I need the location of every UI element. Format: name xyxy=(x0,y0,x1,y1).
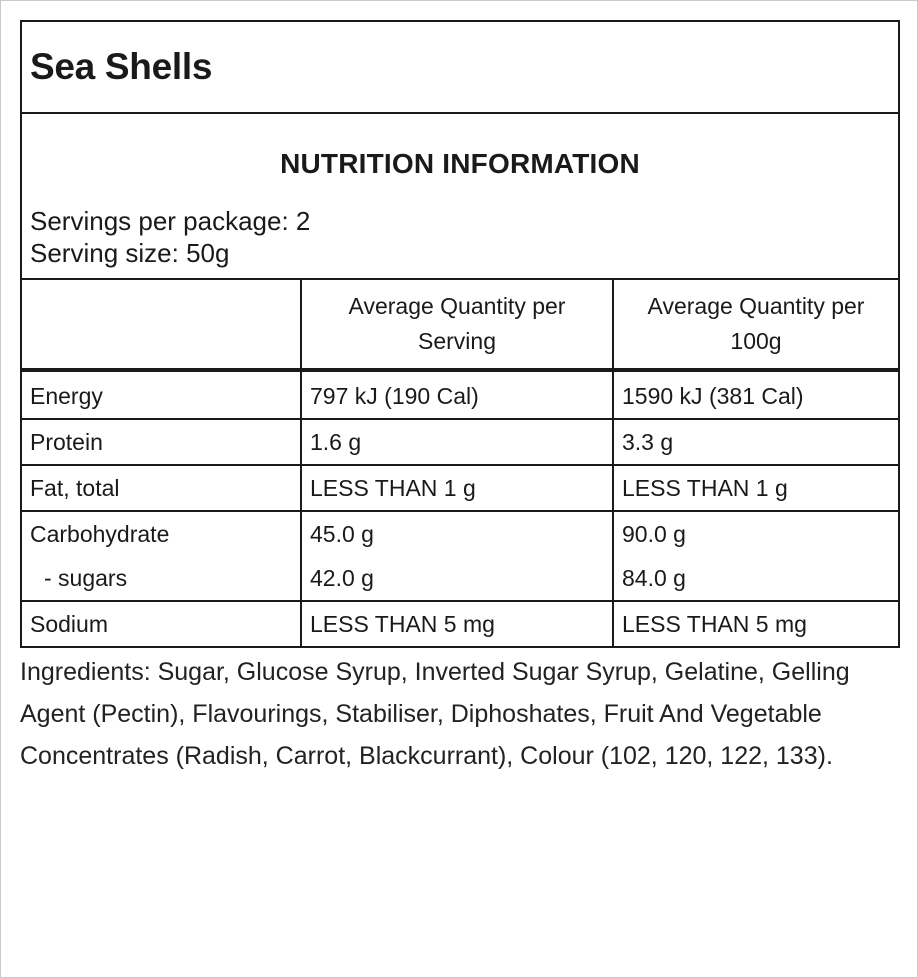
energy-per-100g: 1590 kJ (381 Cal) xyxy=(613,370,898,419)
fat-per-100g: LESS THAN 1 g xyxy=(613,465,898,511)
serving-info-box xyxy=(22,114,898,280)
row-label-carbohydrate-group xyxy=(22,511,301,601)
fat-per-serving: LESS THAN 1 g xyxy=(301,465,613,511)
nutrition-table xyxy=(22,280,898,646)
table-row xyxy=(22,601,898,646)
protein-per-100g: 3.3 g xyxy=(613,419,898,465)
row-label-sugars: - sugars xyxy=(44,565,128,591)
carbohydrate-per-100g: 90.0 g xyxy=(622,521,686,547)
panel-heading: NUTRITION INFORMATION xyxy=(280,148,640,179)
row-label-protein: Protein xyxy=(22,419,301,465)
header-per-100g: Average Quantity per 100g xyxy=(613,280,898,370)
carbohydrate-per-serving: 45.0 g xyxy=(310,521,374,547)
sodium-per-serving: LESS THAN 5 mg xyxy=(301,601,613,646)
sugars-per-serving: 42.0 g xyxy=(310,565,374,591)
ingredients-text: Ingredients: Sugar, Glucose Syrup, Inverted Sugar Syrup, Gelatine, Gelling Agent (Pectin), Flavourings, Stabiliser, Diphoshates, Fruit And Vegetable Concentrates (Radish, Carrot, Blackcurrant), Colour (102, 120, 122, 133). xyxy=(20,658,850,770)
nutrition-panel xyxy=(20,20,900,648)
table-header-row xyxy=(22,280,898,370)
table-row xyxy=(22,465,898,511)
row-label-energy: Energy xyxy=(22,370,301,419)
carbohydrate-per-serving-group xyxy=(301,511,613,601)
protein-per-serving: 1.6 g xyxy=(301,419,613,465)
table-row xyxy=(22,370,898,419)
row-label-fat: Fat, total xyxy=(22,465,301,511)
title-box xyxy=(22,22,898,114)
header-per-serving: Average Quantity per Serving xyxy=(301,280,613,370)
servings-per-package: Servings per package: 2 xyxy=(30,206,311,236)
table-row xyxy=(22,511,898,601)
serving-size: Serving size: 50g xyxy=(30,238,230,268)
table-row xyxy=(22,419,898,465)
row-label-carbohydrate: Carbohydrate xyxy=(30,521,170,547)
product-name: Sea Shells xyxy=(30,46,213,87)
sugars-per-100g: 84.0 g xyxy=(622,565,686,591)
header-empty-cell xyxy=(22,280,301,370)
row-label-sodium: Sodium xyxy=(30,611,108,637)
carbohydrate-per-100g-group xyxy=(613,511,898,601)
energy-per-serving: 797 kJ (190 Cal) xyxy=(301,370,613,419)
sodium-per-100g: LESS THAN 5 mg xyxy=(613,601,898,646)
